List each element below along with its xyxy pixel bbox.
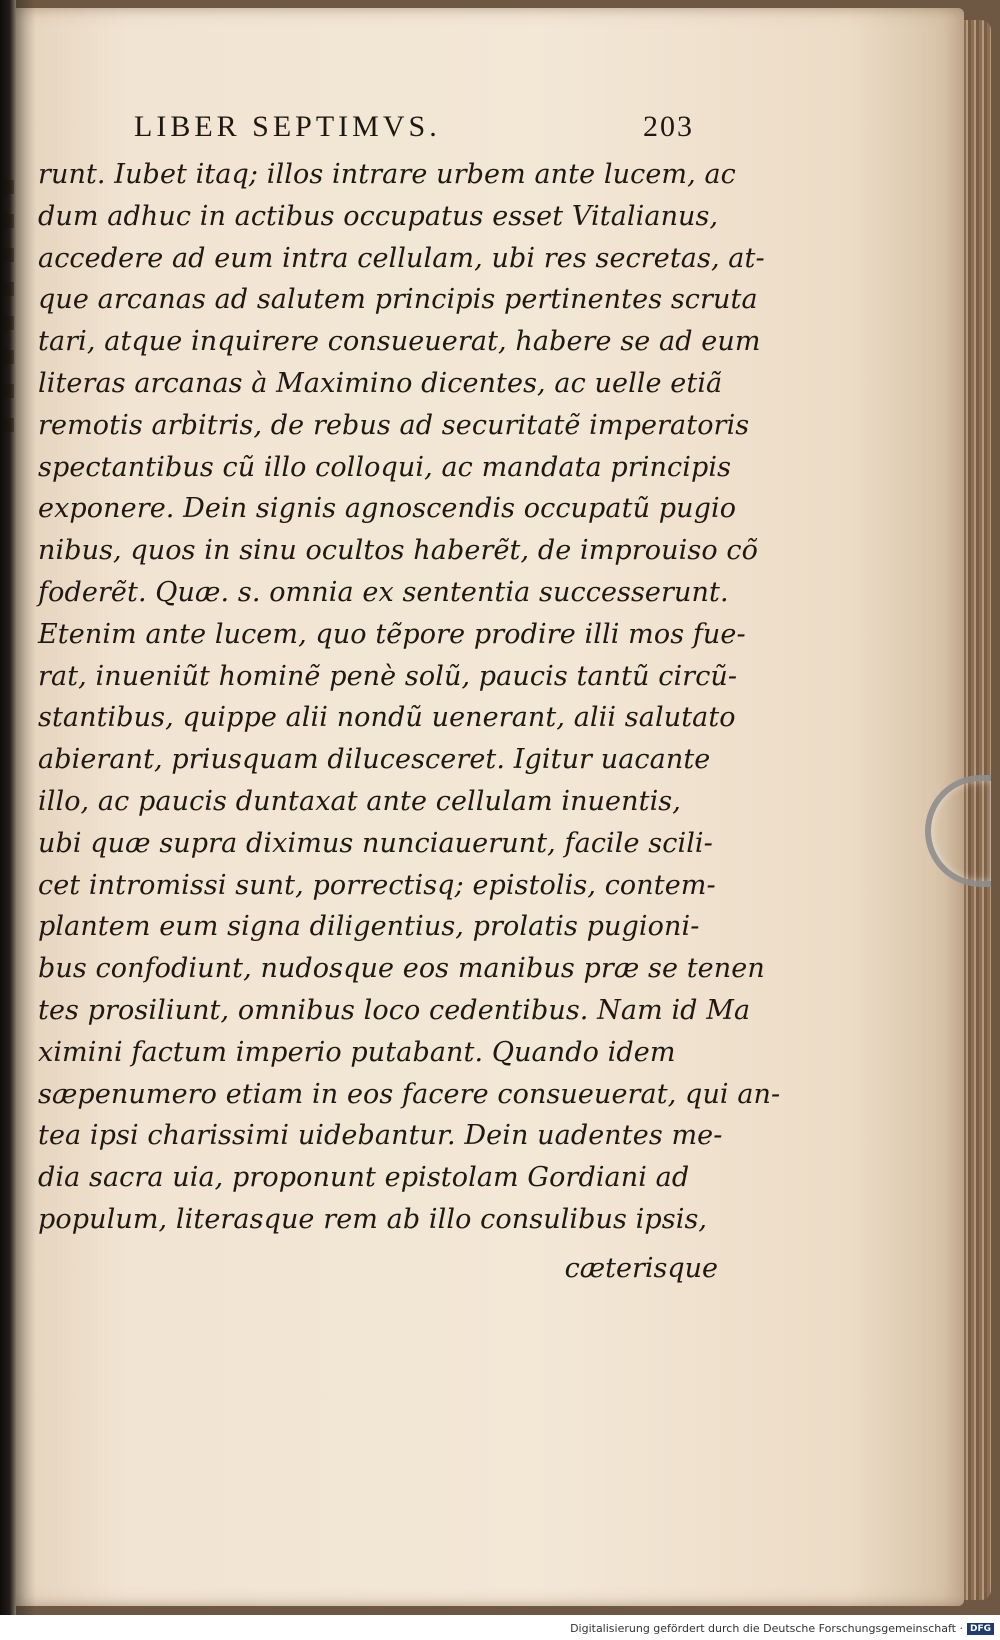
text-line: dum adhuc in actibus occupatus esset Vitalianus,	[38, 200, 719, 232]
text-line: ximini factum imperio putabant. Quando idem	[38, 1036, 676, 1068]
running-head	[134, 110, 694, 154]
text-line: runt. Iubet itaq; illos intrare urbem ante lucem, ac	[38, 159, 736, 190]
text-line: foderẽt. Quæ. s. omnia ex sententia successerunt.	[38, 576, 729, 608]
body-text	[38, 154, 781, 1241]
text-line: stantibus, quippe alii nondũ uenerant, alii salutato	[38, 702, 736, 734]
digitization-footer	[0, 1618, 1000, 1640]
text-line: ubi quæ supra diximus nunciauerunt, facile scili-	[38, 827, 713, 859]
spine-shadow	[0, 0, 36, 1615]
text-line: rat, inueniũt hominẽ penè solũ, paucis tantũ circũ-	[38, 660, 738, 692]
text-line: tea ipsi charissimi uidebantur. Dein uadentes me-	[38, 1120, 723, 1152]
text-line: bus confodiunt, nudosque eos manibus præ se tenen	[38, 953, 765, 985]
text-line: accedere ad eum intra cellulam, ubi res secretas, at-	[38, 242, 765, 274]
running-head-title: LIBER SEPTIMVS.	[134, 110, 441, 143]
text-line: sæpenumero etiam in eos facere consueuerat, qui an-	[38, 1078, 781, 1110]
text-line: que arcanas ad salutem principis pertinentes scruta	[38, 284, 758, 316]
text-line: dia sacra uia, proponunt epistolam Gordiani ad	[38, 1162, 690, 1194]
footer-credit-text: Digitalisierung gefördert durch die Deutsche Forschungsgemeinschaft ·	[570, 1622, 963, 1635]
text-line: populum, literasque rem ab illo consulibus ipsis,	[38, 1203, 708, 1235]
text-line: remotis arbitris, de rebus ad securitatẽ imperatoris	[38, 409, 750, 441]
text-line: tes prosiliunt, omnibus loco cedentibus. Nam id Ma	[38, 994, 751, 1026]
text-line: cet intromissi sunt, porrectisq; epistolis, contem-	[38, 869, 716, 901]
catchword: cæterisque	[564, 1252, 718, 1284]
text-line: abierant, priusquam dilucesceret. Igitur uacante	[38, 744, 711, 776]
text-line: nibus, quos in sinu ocultos haberẽt, de improuiso cõ	[38, 535, 758, 567]
text-line: spectantibus cũ illo colloqui, ac mandata principis	[38, 451, 732, 483]
text-line: tari, atque inquirere consueuerat, habere se ad eum	[38, 326, 761, 358]
text-line: plantem eum signa diligentius, prolatis pugioni-	[38, 911, 700, 943]
dfg-logo: DFG	[967, 1623, 994, 1635]
page-number: 203	[643, 110, 694, 143]
page-text-block	[38, 110, 781, 1291]
text-line: literas arcanas à Maximino dicentes, ac uelle etiã	[38, 367, 723, 399]
text-line: Etenim ante lucem, quo tẽpore prodire illi mos fue-	[38, 618, 746, 650]
text-line: illo, ac paucis duntaxat ante cellulam inuentis,	[38, 785, 681, 817]
text-line: exponere. Dein signis agnoscendis occupatũ pugio	[38, 493, 737, 525]
